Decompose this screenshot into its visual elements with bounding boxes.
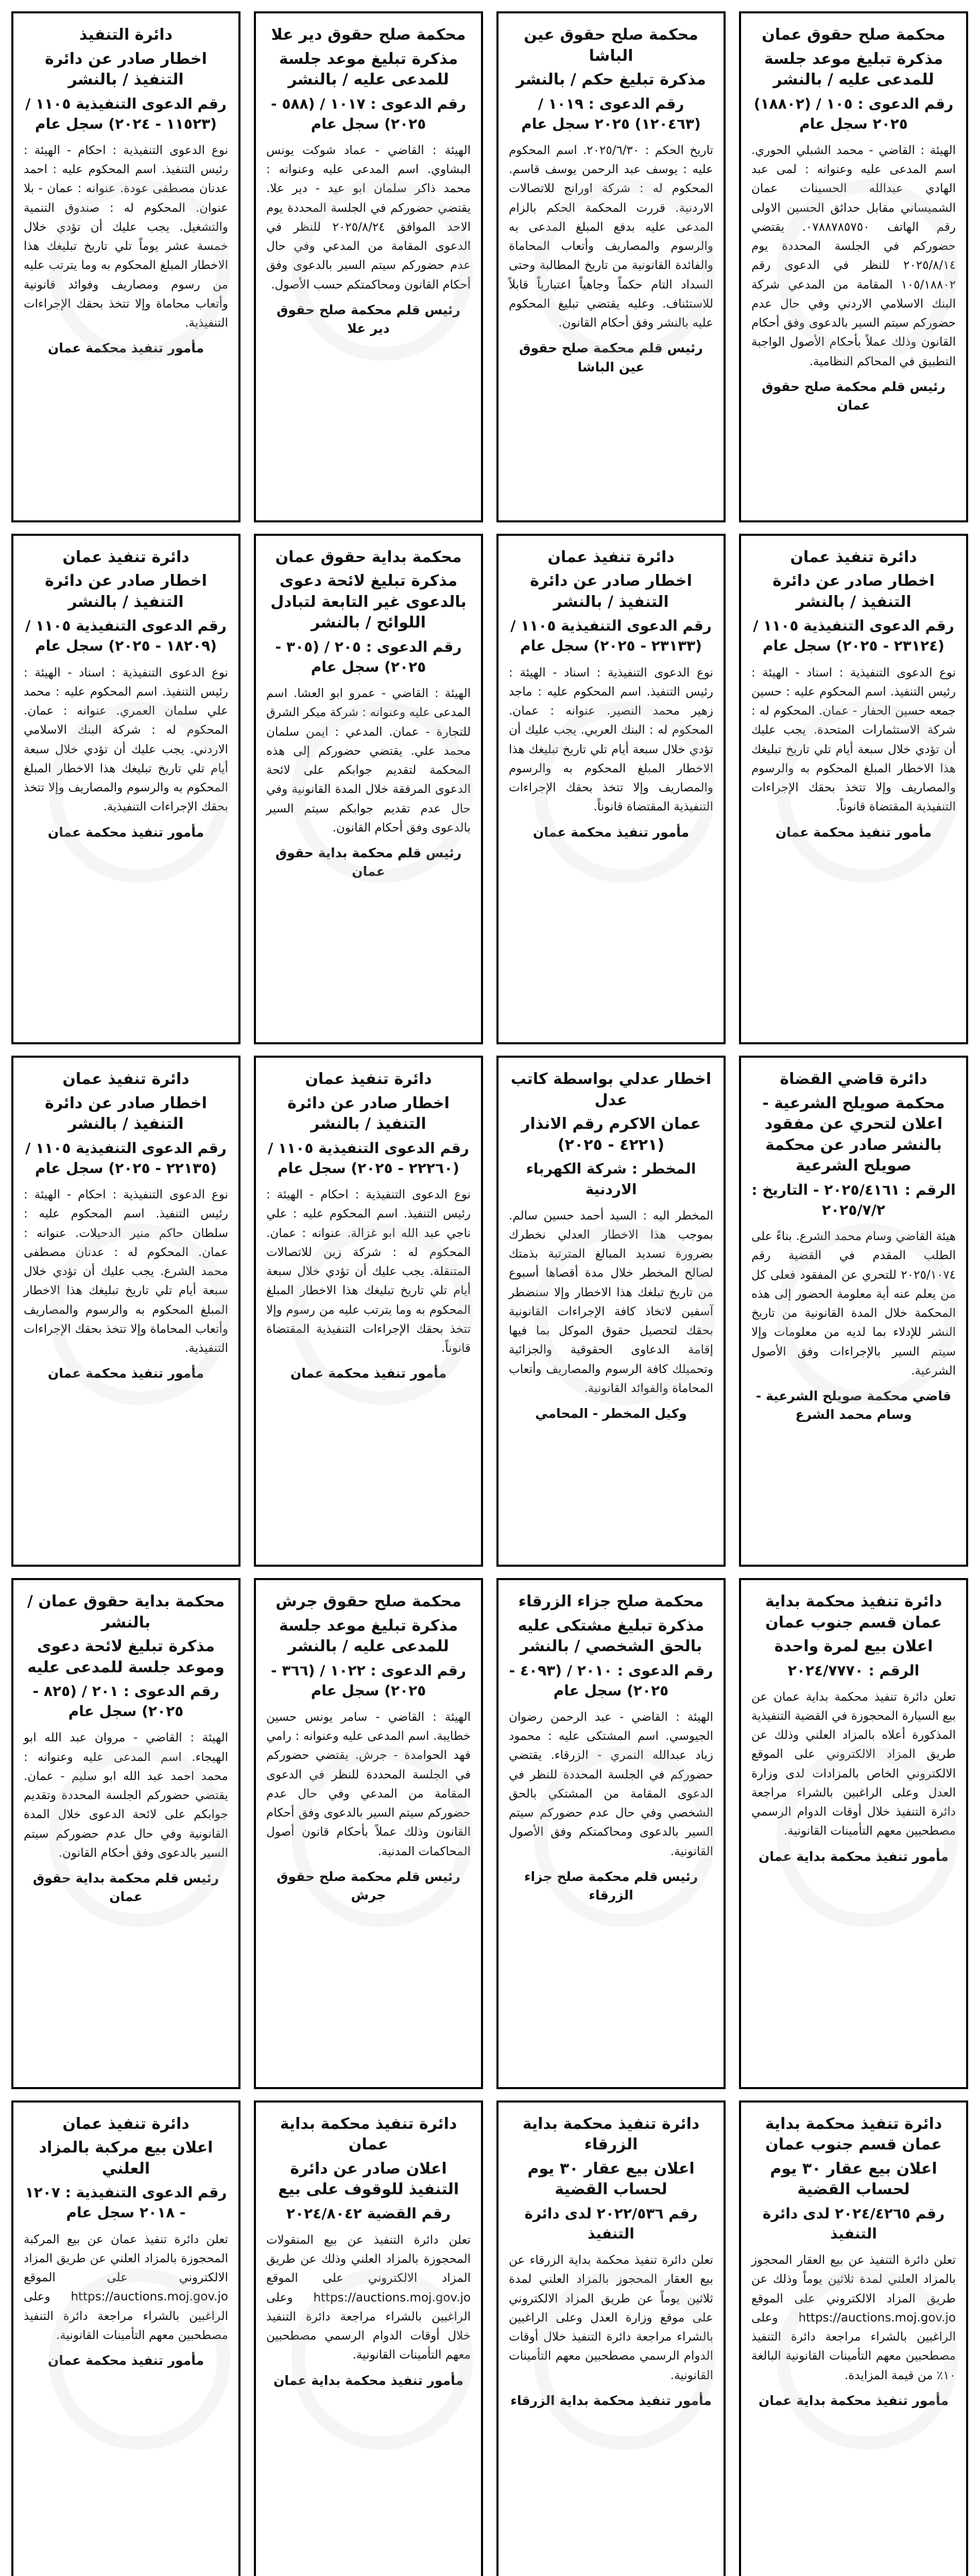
notice-body: الهيئة : القاضي - مروان عبد الله ابو الهيجاء. اسم المدعى عليه وعنوانه : محمد احمد عبد الله ابو سليم - عمان. يقتضي حضوركم الجلسة المحددة وتقديم جوابكم على لائحة الدعوى خلال المدة القانونية وفي حال عدم حضوركم سيتم السير بالدعوى وفق أحكام القانون.	[24, 1731, 228, 1860]
notice-case: رقم القضية ٢٠٢٤/٨٠٤٢	[286, 2205, 451, 2222]
notice-title: مذكرة تبليغ حكم / بالنشر	[516, 71, 706, 89]
notice-case: رقم الدعوى : ٢٠٥ / (٣٠٥ - ٢٠٢٥) سجل عام	[275, 638, 462, 675]
notice-case: رقم الدعوى : ٢٠١٠ / (٤٠٩٣ - ٢٠٢٥) سجل عام	[509, 1662, 713, 1699]
notice-body: تعلن دائرة تنفيذ محكمة بداية الزرقاء عن بيع العقار المحجوز بالمزاد العلني لمدة ثلاثين يوماً عن طريق المزاد الالكتروني على موقع وزارة العدل وعلى الراغبين بالشراء مراجعة دائرة التنفيذ خلال أوقات الدوام الرسمي مصطحبين معهم التأمينات القانونية.	[509, 2253, 713, 2382]
notice-sign: مأمور تنفيذ محكمة بداية الزرقاء	[510, 2393, 712, 2408]
notice-body: تاريخ الحكم : ٢٠٢٥/٦/٣٠. اسم المحكوم عليه : يوسف عبد الرحمن يوسف قاسم. المحكوم له : شركة اورانج للاتصالات الاردنية. قررت المحكمة الحكم بالزام المدعى عليه بدفع المبلغ المدعى به والرسوم والمصاريف وأتعاب المحاماة والفائدة القانونية من تاريخ المطالبة وحتى السداد التام حكماً وجاهياً اعتبارياً قابلاً للاستئناف. وعليه يقتضي تبليغ المحكوم عليه بالنشر وفق أحكام القانون.	[509, 143, 713, 330]
notice-title: اعلان بيع عقار ٣٠ يوم لحساب القضية	[527, 2159, 695, 2199]
notice-body: هيئة القاضي وسام محمد الشرع. بناءً على الطلب المقدم في القضية رقم ٢٠٢٥/١٠٧٤ للتحري عن المفقود فعلى كل من يعلم عنه أية معلومة الحضور إلى هذه المحكمة خلال المدة القانونية من تاريخ النشر للإدلاء بما لديه من معلومات وإلا سيتم السير بالإجراءات وفق الأصول الشرعية.	[751, 1230, 956, 1378]
notice-court: دائرة تنفيذ عمان	[62, 548, 190, 566]
notice-12	[739, 1578, 968, 2089]
notice-court: دائرة تنفيذ عمان	[305, 1070, 432, 1089]
notice-body: المخطر اليه : السيد أحمد حسين سالم. بموجب هذا الاخطار العدلي نخطرك بضرورة تسديد المبالغ المترتبة بذمتك لصالح المخطر خلال مدة أقصاها أسبوع من تاريخ تبلغك هذا الاخطار وإلا سنضطر آسفين لاتخاذ كافة الإجراءات القانونية بحقك لتحصيل حقوق الموكل بما فيها إقامة الدعاوى الحقوقية والجزائية وتحميلك كافة الرسوم والمصاريف وأتعاب المحاماة والفوائد القانونية.	[509, 1209, 713, 1395]
notice-court: دائرة قاضي القضاة	[780, 1070, 927, 1089]
notice-17	[496, 2100, 726, 2576]
notice-case: رقم الدعوى التنفيذية ١١٠٥ / (١١٥٢٣ - ٢٠٢٤) سجل عام	[25, 95, 227, 132]
notice-court: دائرة تنفيذ محكمة بداية عمان قسم جنوب عمان	[765, 2114, 942, 2154]
notice-10	[254, 1056, 483, 1567]
notice-body: الهيئة : القاضي - عبد الرحمن رضوان الجيوسي. اسم المشتكى عليه : محمود زياد عبدالله النمري - الزرقاء. يقتضي حضوركم في الجلسة المحددة للنظر في الدعوى المقامة من المشتكي بالحق الشخصي وفي حال عدم حضوركم سيتم السير بالدعوى ومحاكمتكم وفق الأصول القانونية.	[509, 1710, 713, 1858]
notice-5	[496, 534, 726, 1045]
notice-sign: رئيس قلم محكمة بداية حقوق عمان	[275, 845, 462, 879]
notice-case: المخطر : شركة الكهرباء الاردنية	[526, 1160, 696, 1198]
notice-court: محكمة صلح حقوق دير علا	[271, 26, 466, 44]
notice-6	[254, 534, 483, 1045]
notice-sign: رئيس قلم محكمة صلح حقوق عمان	[762, 379, 945, 413]
notice-sign: مأمور تنفيذ محكمة بداية عمان	[273, 2372, 463, 2388]
notice-15	[11, 1578, 240, 2089]
notice-sign: رئيس قلم محكمة بداية حقوق عمان	[32, 1871, 219, 1905]
notice-court: اخطار عدلي بواسطة كاتب عدل	[510, 1070, 712, 1109]
notice-sign: رئيس قلم محكمة صلح حقوق جرش	[277, 1869, 460, 1903]
notice-body: نوع الدعوى التنفيذية : احكام - الهيئة : رئيس التنفيذ. اسم المحكوم عليه : علي ناجي عبد الله ابو غزالة. عنوانه : عمان. المحكوم له : شركة زين للاتصالات المتنقلة. يجب عليك أن تؤدي خلال سبعة أيام تلي تاريخ تبليغك هذا الاخطار المبلغ المحكوم به وما يترتب عليه من رسوم وإلا تتخذ بحقك الإجراءات التنفيذية المقتضاة قانوناً.	[266, 1188, 471, 1355]
notice-sign: قاضي محكمة صويلح الشرعية - وسام محمد الشرع	[755, 1388, 952, 1422]
notice-18	[254, 2100, 483, 2576]
notice-court: محكمة صلح جزاء الزرقاء	[518, 1592, 704, 1611]
notice-title: مذكرة تبليغ مشتكى عليه بالحق الشخصي / بالنشر	[518, 1616, 704, 1655]
notice-sign: مأمور تنفيذ محكمة عمان	[47, 824, 204, 840]
notice-case: رقم الدعوى : ١٠٥ / (١٨٨٠٢) ٢٠٢٥ سجل عام	[753, 95, 954, 132]
notice-body: نوع الدعوى التنفيذية : احكام - الهيئة : رئيس التنفيذ. اسم المحكوم عليه : سلطان حاكم منير الدحيلات. عنوانه : عمان. المحكوم له : عدنان مصطفى محمد الشرع. يجب عليك أن تؤدي خلال سبعة أيام تلي تاريخ تبليغك هذا الاخطار المبلغ المحكوم به والرسوم والمصاريف وأتعاب المحاماة وإلا تتخذ بحقك الإجراءات التنفيذية.	[24, 1188, 228, 1355]
notice-case: رقم الدعوى التنفيذية ١١٠٥ / (٢٣١٣٣ - ٢٠٢٥) سجل عام	[510, 617, 712, 655]
notice-0	[739, 11, 968, 522]
notice-court: محكمة بداية حقوق عمان / بالنشر	[27, 1592, 225, 1632]
notice-sign: رئيس قلم محكمة صلح حقوق دير علا	[277, 302, 460, 336]
notice-body: الهيئة : القاضي - محمد الشبلي الحوري. اسم المدعى عليه وعنوانه : لمى عبد الهادي عبدالله الحسينات عمان الشميساني مقابل حدائق الحسين الاولى رقم الهاتف ٠٧٨٨٧٨٥٧٥٠. يقتضي حضوركم في الجلسة المحددة يوم ٢٠٢٥/٨/١٤ للنظر في الدعوى رقم ١٠٥/١٨٨٠٢ المقامة من المدعي شركة البنك الاسلامي الاردني وفي حال عدم حضوركم سيتم السير بالدعوى وفق أحكام القانون وذلك عملاً بأحكام الأصول الواجبة التطبيق في المحاكم النظامية.	[751, 143, 956, 368]
notice-title: اخطار صادر عن دائرة التنفيذ / بالنشر	[45, 572, 207, 611]
notice-body: نوع الدعوى التنفيذية : اسناد - الهيئة : رئيس التنفيذ. اسم المحكوم عليه : حسين جمعه حسين الحفار - عمان. المحكوم له : شركة الاستثمارات المتحدة. يجب عليك أن تؤدي خلال سبعة أيام تلي تاريخ تبليغك هذا الاخطار المبلغ المحكوم به والرسوم والمصاريف وإلا تتخذ بحقك الإجراءات التنفيذية المقتضاة قانوناً.	[751, 666, 956, 814]
notice-case: رقم ٢٠٢٤/٤٢٦٥ لدى دائرة التنفيذ	[762, 2205, 945, 2242]
notice-body: الهيئة : القاضي - عمرو ابو العشا. اسم المدعى عليه وعنوانه : شركة ميكر الشرق للتجارة - عمان. المدعي : ايمن سلمان محمد علي. يقتضي حضوركم إلى هذه المحكمة لتقديم جوابكم على لائحة الدعوى المرفقة خلال المدة القانونية وفي حال عدم تقديم جوابكم سيتم السير بالدعوى وفق أحكام القانون.	[266, 687, 471, 835]
notice-title: مذكرة تبليغ موعد جلسة للمدعى عليه / بالنشر	[764, 49, 943, 89]
notice-case: رقم الدعوى : ٢٠١ / (٨٢٥ - ٢٠٢٥) سجل عام	[32, 1683, 219, 1720]
notice-title: مذكرة تبليغ موعد جلسة للمدعى عليه / بالنشر	[279, 49, 458, 89]
notice-title: اخطار صادر عن دائرة التنفيذ / بالنشر	[530, 572, 692, 611]
notice-16	[739, 2100, 968, 2576]
notice-body: تعلن دائرة التنفيذ عن بيع المنقولات المحجوزة بالمزاد العلني وذلك عن طريق المزاد الالكتروني على الموقع https://auctions.moj.gov.jo وعلى الراغبين بالشراء مراجعة دائرة التنفيذ خلال أوقات الدوام الرسمي مصطحبين معهم التأمينات القانونية.	[266, 2233, 471, 2362]
notice-body: نوع الدعوى التنفيذية : اسناد - الهيئة : رئيس التنفيذ. اسم المحكوم عليه : محمد علي سلمان العمري. عنوانه : عمان. المحكوم له : شركة البنك الاسلامي الاردني. يجب عليك أن تؤدي خلال سبعة أيام تلي تاريخ تبليغك هذا الاخطار المبلغ المحكوم به والرسوم والمصاريف وإلا تتخذ بحقك الإجراءات التنفيذية.	[24, 666, 228, 814]
notice-19	[11, 2100, 240, 2576]
notice-2	[254, 11, 483, 522]
notice-title: اعلان صادر عن دائرة التنفيذ للوقوف على بيع	[278, 2159, 459, 2199]
notice-case: رقم ٢٠٢٢/٥٣٦ لدى دائرة التنفيذ	[524, 2205, 698, 2242]
notice-case: رقم الدعوى التنفيذية ١١٠٥ / (٢٢٢٦٠ - ٢٠٢٥) سجل عام	[268, 1139, 469, 1177]
notice-sign: مأمور تنفيذ محكمة عمان	[532, 824, 690, 840]
notice-case: رقم الدعوى التنفيذية ١١٠٥ / (٢٢١٣٥ - ٢٠٢٥) سجل عام	[25, 1139, 227, 1177]
notice-3	[11, 11, 240, 522]
notice-body: نوع الدعوى التنفيذية : اسناد - الهيئة : رئيس التنفيذ. اسم المحكوم عليه : ماجد زهير محمد النصير. عنوانه : عمان. المحكوم له : البنك العربي. يجب عليك أن تؤدي خلال سبعة أيام تلي تاريخ تبليغك هذا الاخطار المبلغ المحكوم به والرسوم والمصاريف وإلا تتخذ بحقك الإجراءات التنفيذية المقتضاة قانوناً.	[509, 666, 713, 814]
notice-8	[739, 1056, 968, 1567]
notice-sign: مأمور تنفيذ محكمة بداية عمان	[759, 2393, 949, 2408]
notice-sign: رئيس قلم محكمة صلح حقوق عين الباشا	[519, 341, 703, 375]
notice-9	[496, 1056, 726, 1567]
notice-title: مذكرة تبليغ لائحة دعوى وموعد جلسة للمدعى عليه	[27, 1637, 225, 1676]
notice-title: اخطار صادر عن دائرة التنفيذ / بالنشر	[45, 1094, 207, 1133]
notices-page	[11, 11, 968, 2576]
notice-body: الهيئة : القاضي - عماد شوكت يونس البشاوي. اسم المدعى عليه وعنوانه : محمد ذاكر سلمان ابو عيد - دير علا. يقتضي حضوركم في الجلسة المحددة يوم الاحد الموافق ٢٠٢٥/٨/٢٤ للنظر في الدعوى المقامة من المدعي وفي حال عدم حضوركم سيتم السير بالدعوى وفق أحكام القانون ومحاكمتكم حسب الأصول.	[266, 143, 471, 292]
notice-body: تعلن دائرة تنفيذ محكمة بداية عمان عن بيع السيارة المحجوزة في القضية التنفيذية المذكورة أعلاه بالمزاد العلني وذلك عن طريق المزاد الالكتروني على الموقع الالكتروني الخاص بالمزادات لدى وزارة العدل وعلى الراغبين بالشراء مراجعة دائرة التنفيذ خلال أوقات الدوام الرسمي مصطحبين معهم التأمينات القانونية.	[751, 1690, 956, 1838]
notice-case: رقم الدعوى : ١٠٢٢ / (٣٦٦ - ٢٠٢٥) سجل عام	[270, 1662, 467, 1699]
notice-body: نوع الدعوى التنفيذية : احكام - الهيئة : رئيس التنفيذ. اسم المحكوم عليه : احمد عدنان مصطفى عودة. عنوانه : عمان - بلا عنوان. المحكوم له : صندوق التنمية والتشغيل. يجب عليك أن تؤدي خلال خمسة عشر يوماً تلي تاريخ تبليغك هذا الاخطار المبلغ المحكوم به وما يترتب عليه من رسوم ومصاريف وفوائد قانونية وأتعاب محاماة وإلا تتخذ بحقك الإجراءات التنفيذية.	[24, 143, 228, 330]
notice-1	[496, 11, 726, 522]
notice-court: محكمة صلح حقوق عين الباشا	[524, 26, 698, 65]
notice-sign: مأمور تنفيذ محكمة عمان	[47, 2353, 204, 2368]
notice-court: محكمة بداية حقوق عمان	[275, 548, 462, 566]
notice-court: دائرة تنفيذ عمان	[62, 1070, 190, 1089]
notice-title: اخطار صادر عن دائرة التنفيذ / بالنشر	[772, 572, 935, 611]
notice-court: محكمة صلح حقوق جرش	[276, 1592, 461, 1611]
notice-sign: مأمور تنفيذ محكمة عمان	[47, 341, 204, 356]
notice-13	[496, 1578, 726, 2089]
notice-sign: مأمور تنفيذ محكمة بداية عمان	[759, 1849, 949, 1864]
notice-title: محكمة صويلح الشرعية - اعلان لتحري عن مفقود بالنشر صادر عن محكمة صويلح الشرعية	[762, 1094, 945, 1175]
notice-title: مذكرة تبليغ موعد جلسة للمدعى عليه / بالنشر	[279, 1616, 458, 1655]
notice-sign: مأمور تنفيذ محكمة عمان	[47, 1366, 204, 1381]
notice-sign: مأمور تنفيذ محكمة عمان	[775, 824, 932, 840]
notice-title: اعلان بيع عقار ٣٠ يوم لحساب القضية	[770, 2159, 937, 2199]
notice-11	[11, 1056, 240, 1567]
notice-court: دائرة تنفيذ عمان	[62, 2114, 190, 2133]
notice-title: اخطار صادر عن دائرة التنفيذ / بالنشر	[45, 49, 207, 89]
notice-court: دائرة تنفيذ محكمة بداية عمان	[280, 2114, 457, 2154]
notice-sign: مأمور تنفيذ محكمة عمان	[290, 1366, 447, 1381]
notice-court: محكمة صلح حقوق عمان	[762, 26, 945, 44]
notice-7	[11, 534, 240, 1045]
notice-body: الهيئة : القاضي - سامر يونس حسين خطايبة. اسم المدعى عليه وعنوانه : رامي فهد الحوامدة - جرش. يقتضي حضوركم في الجلسة المحددة للنظر في الدعوى المقامة من المدعي وفي حال عدم حضوركم سيتم السير بالدعوى وفق أحكام القانون وذلك عملاً بأحكام قانون أصول المحاكمات المدنية.	[266, 1710, 471, 1858]
notice-title: اخطار صادر عن دائرة التنفيذ / بالنشر	[287, 1094, 450, 1133]
notice-case: رقم الدعوى التنفيذية : ١٢٠٧ - ٢٠١٨ سجل عام	[25, 2184, 227, 2222]
notice-title: مذكرة تبليغ لائحة دعوى بالدعوى غير التابعة لتبادل اللوائح / بالنشر	[270, 572, 467, 632]
notice-case: رقم الدعوى : ١٠١٩ / (١٢٠٤٦٣) ٢٠٢٥ سجل عام	[521, 95, 701, 132]
notice-court: دائرة تنفيذ عمان	[547, 548, 675, 566]
notice-title: عمان الاكرم رقم الانذار (٤٢٢١ - ٢٠٢٥)	[521, 1115, 701, 1154]
notice-case: الرقم : ٢٠٢٤/٧٧٧٠	[787, 1662, 920, 1679]
notice-title: اعلان بيع مركبة بالمزاد العلني	[39, 2139, 213, 2178]
notice-case: رقم الدعوى التنفيذية ١١٠٥ / (٢٣١٢٤ - ٢٠٢٥) سجل عام	[753, 617, 954, 655]
notice-title: اعلان بيع لمرة واحدة	[774, 1637, 933, 1655]
notice-court: دائرة تنفيذ عمان	[790, 548, 917, 566]
notice-body: تعلن دائرة تنفيذ عمان عن بيع المركبة المحجوزة بالمزاد العلني عن طريق المزاد الالكتروني على الموقع https://auctions.moj.gov.jo وعلى الراغبين بالشراء مراجعة دائرة التنفيذ مصطحبين معهم التأمينات القانونية.	[24, 2232, 228, 2342]
notice-court: دائرة تنفيذ محكمة بداية الزرقاء	[522, 2114, 700, 2154]
notice-sign: رئيس قلم محكمة صلح جزاء الزرقاء	[524, 1869, 698, 1903]
notice-case: الرقم : ٢٠٢٥/٤١٦١ - التاريخ : ٢٠٢٥/٧/٢	[751, 1181, 956, 1219]
notice-court: دائرة التنفيذ	[79, 26, 173, 44]
notice-case: رقم الدعوى : ١٠١٧ / (٥٨٨ - ٢٠٢٥) سجل عام	[270, 95, 467, 132]
notice-4	[739, 534, 968, 1045]
notice-14	[254, 1578, 483, 2089]
notice-case: رقم الدعوى التنفيذية ١١٠٥ / (١٨٢٠٩ - ٢٠٢٥) سجل عام	[25, 617, 227, 655]
notice-sign: وكيل المخطر - المحامي	[535, 1406, 687, 1421]
notice-court: دائرة تنفيذ محكمة بداية عمان قسم جنوب عمان	[765, 1592, 942, 1632]
notice-body: تعلن دائرة التنفيذ عن بيع العقار المحجوز بالمزاد العلني لمدة ثلاثين يوماً وذلك عن طريق المزاد الالكتروني على الموقع https://auctions.moj.gov.jo وعلى الراغبين بالشراء مراجعة دائرة التنفيذ مصطحبين معهم التأمينات القانونية البالغة ١٠٪ من قيمة المزايدة.	[751, 2253, 956, 2382]
